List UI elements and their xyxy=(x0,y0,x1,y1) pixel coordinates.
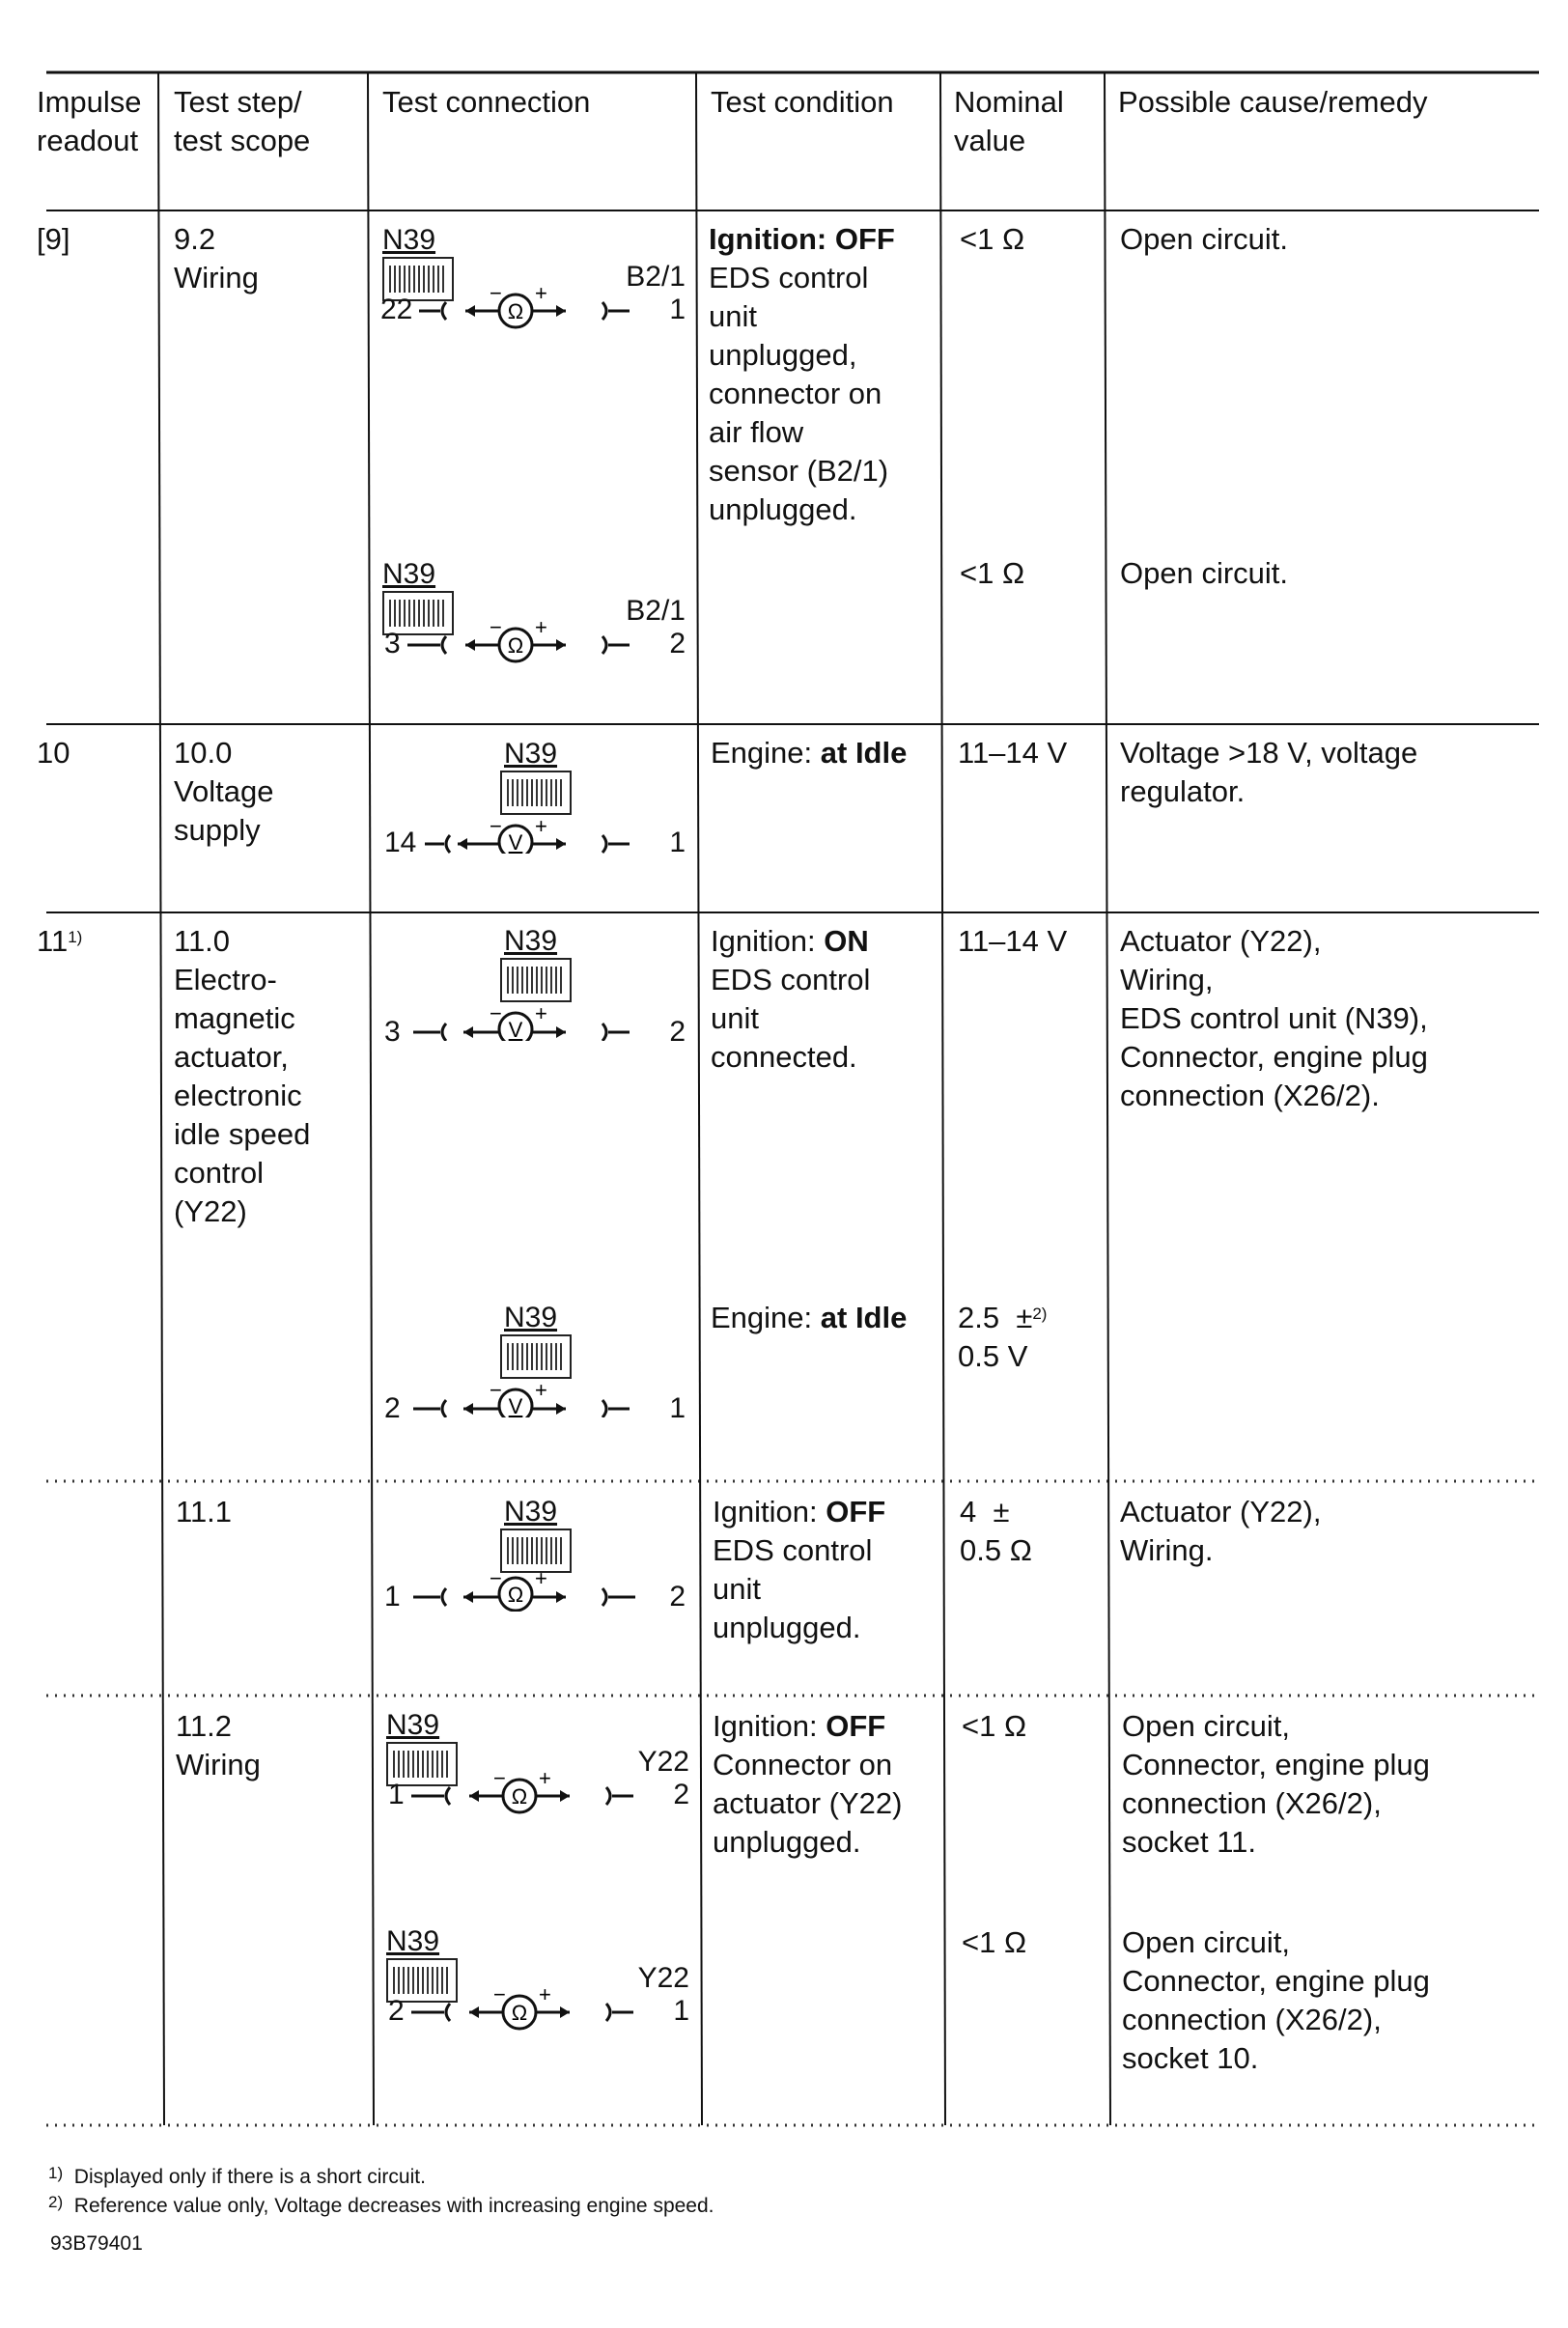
meter-symbol: V xyxy=(508,830,523,854)
header-condition: Test condition xyxy=(711,85,894,119)
meter-symbol: Ω xyxy=(507,1583,524,1607)
row11-2-cond-prefix: Ignition: xyxy=(713,1709,826,1743)
col-divider-5 xyxy=(1105,72,1110,2125)
row9-condition-line4: unplugged, xyxy=(709,338,857,372)
footnote-2-mark: 2) xyxy=(48,2193,64,2211)
document-code: 93B79401 xyxy=(50,2232,143,2255)
row9-diagram-1 xyxy=(380,224,689,330)
row11-2-remedy-1: Open circuit, Connector, engine plug connection (X26/2), socket 11. xyxy=(1122,1709,1430,1859)
left-pin: 2 xyxy=(384,1392,401,1424)
row9-condition-line3: unit xyxy=(709,299,757,333)
svg-text:−: − xyxy=(490,1378,502,1402)
row11-condition-1 xyxy=(711,922,870,1077)
row11-nominal2-a: 2.5 ± xyxy=(958,1301,1033,1334)
svg-text:+: + xyxy=(535,1566,547,1590)
meter-symbol: Ω xyxy=(507,299,524,323)
row11-diagram-2 xyxy=(380,1302,689,1424)
row11-1-remedy: Actuator (Y22), Wiring. xyxy=(1120,1495,1322,1567)
right-pin: 1 xyxy=(673,1995,689,2027)
svg-text:+: + xyxy=(535,814,547,838)
row9-impulse: [9] xyxy=(37,222,70,256)
target-label: B2/1 xyxy=(626,261,686,293)
row10-condition xyxy=(711,734,907,772)
row11-2-cond-rest: Connector on actuator (Y22) unplugged. xyxy=(713,1748,903,1859)
module-label: N39 xyxy=(382,224,436,256)
module-label: N39 xyxy=(504,1302,558,1333)
row11-cond2-prefix: Engine: xyxy=(711,1301,821,1334)
target-label: Y22 xyxy=(637,1746,689,1778)
footnote-2-text: Reference value only, Voltage decreases with increasing engine speed. xyxy=(73,2195,714,2217)
row11-impulse-footnote: 1) xyxy=(68,928,83,946)
row9-condition-line5: connector on xyxy=(709,377,882,410)
left-pin: 3 xyxy=(384,628,401,659)
row11-1-condition xyxy=(713,1493,885,1647)
right-pin: 2 xyxy=(669,1581,686,1613)
voltmeter-probe-icon xyxy=(380,1302,689,1417)
row11-2-remedy-2: Open circuit, Connector, engine plug connection (X26/2), socket 10. xyxy=(1122,1925,1430,2075)
row9-diagram-2 xyxy=(380,558,689,664)
svg-text:+: + xyxy=(535,281,547,305)
row9-remedy-1: Open circuit. xyxy=(1120,222,1289,256)
meter-symbol: Ω xyxy=(507,633,524,658)
svg-text:−: − xyxy=(490,1566,502,1590)
svg-text:−: − xyxy=(490,281,502,305)
row10-diagram xyxy=(380,738,689,858)
ohmmeter-probe-icon xyxy=(380,558,689,664)
row11-cond1-prefix: Ignition: xyxy=(711,924,825,958)
right-pin: 1 xyxy=(669,1392,686,1424)
row11-1-cond-rest: EDS control unit unplugged. xyxy=(713,1533,873,1644)
footnote-2 xyxy=(48,2193,714,2220)
ohmmeter-probe-icon xyxy=(380,224,689,330)
row11-1-cond-bold: OFF xyxy=(826,1495,886,1529)
svg-text:+: + xyxy=(535,1001,547,1025)
ohmmeter-probe-icon xyxy=(384,1925,693,2032)
row9-remedy-2: Open circuit. xyxy=(1120,556,1289,590)
row11-cond1-bold: ON xyxy=(824,924,869,958)
row11-2-nominal-2: <1 Ω xyxy=(962,1925,1027,1959)
row11-nominal2-b: 0.5 V xyxy=(958,1339,1028,1373)
module-label: N39 xyxy=(504,1496,558,1528)
left-pin: 22 xyxy=(380,294,413,325)
header-step: Test step/ test scope xyxy=(174,85,311,157)
row9-condition-line7: sensor (B2/1) xyxy=(709,454,889,488)
module-label: N39 xyxy=(386,1925,440,1957)
footnote-1 xyxy=(48,2164,426,2191)
right-pin: 2 xyxy=(669,1016,686,1048)
svg-text:+: + xyxy=(535,615,547,639)
header-nominal: Nominal value xyxy=(954,85,1064,157)
row11-1-diagram xyxy=(380,1496,689,1612)
col-divider-4 xyxy=(940,72,945,2125)
row10-condition-bold: at Idle xyxy=(820,736,908,770)
row11-nominal-1: 11–14 V xyxy=(958,924,1068,958)
meter-symbol: V xyxy=(508,1018,523,1041)
meter-symbol: Ω xyxy=(511,1784,528,1809)
voltmeter-probe-icon xyxy=(380,738,689,854)
row9-condition-line2: EDS control xyxy=(709,261,869,295)
row11-2-diagram-2 xyxy=(384,1925,693,2032)
row11-cond2-bold: at Idle xyxy=(820,1301,908,1334)
ohmmeter-probe-icon xyxy=(380,1496,689,1612)
right-pin: 2 xyxy=(673,1779,689,1810)
footnote-1-text: Displayed only if there is a short circuit. xyxy=(73,2166,426,2188)
header-impulse: Impulse readout xyxy=(37,85,142,157)
row11-2-nominal-1: <1 Ω xyxy=(962,1709,1027,1743)
header-connection: Test connection xyxy=(382,85,591,119)
svg-text:−: − xyxy=(490,814,502,838)
module-label: N39 xyxy=(382,558,436,590)
row11-diagram-1 xyxy=(380,925,689,1048)
svg-text:−: − xyxy=(490,615,502,639)
header-remedy: Possible cause/remedy xyxy=(1118,85,1428,119)
col-divider-2 xyxy=(368,72,374,2125)
row11-step: 11.0 Electro- magnetic actuator, electronic idle speed control (Y22) xyxy=(174,924,311,1228)
svg-text:−: − xyxy=(490,1001,502,1025)
row10-condition-prefix: Engine: xyxy=(711,736,821,770)
col-divider-3 xyxy=(696,72,702,2125)
right-pin: 1 xyxy=(669,294,686,325)
row9-condition xyxy=(709,220,895,529)
row11-1-nominal: 4 ± 0.5 Ω xyxy=(960,1495,1032,1567)
svg-text:−: − xyxy=(493,1766,506,1790)
voltmeter-probe-icon xyxy=(380,925,689,1041)
row9-step: 9.2 Wiring xyxy=(174,222,259,295)
row11-1-step: 11.1 xyxy=(176,1495,233,1529)
row9-nominal-2: <1 Ω xyxy=(960,556,1025,590)
row11-1-cond-prefix: Ignition: xyxy=(713,1495,826,1529)
row10-impulse: 10 xyxy=(37,736,70,770)
row11-2-diagram-1 xyxy=(384,1709,693,1815)
svg-text:−: − xyxy=(493,1982,506,2006)
left-pin: 3 xyxy=(384,1016,401,1048)
svg-text:+: + xyxy=(539,1982,551,2006)
svg-text:+: + xyxy=(535,1378,547,1402)
row11-2-cond-bold: OFF xyxy=(826,1709,886,1743)
meter-symbol: Ω xyxy=(511,2001,528,2025)
left-pin: 1 xyxy=(384,1581,401,1613)
footnote-1-mark: 1) xyxy=(48,2164,64,2182)
row11-nominal-2 xyxy=(958,1299,1047,1376)
row11-nominal2-footnote: 2) xyxy=(1032,1304,1048,1323)
meter-symbol: V xyxy=(508,1394,523,1417)
left-pin: 2 xyxy=(388,1995,405,2027)
row9-condition-line1: Ignition: OFF xyxy=(709,222,895,256)
row11-2-step: 11.2 Wiring xyxy=(176,1709,261,1781)
module-label: N39 xyxy=(504,738,558,770)
col-divider-1 xyxy=(158,72,164,2125)
row11-condition-2 xyxy=(711,1299,907,1337)
row11-impulse-number: 11 xyxy=(37,924,69,958)
row10-step: 10.0 Voltage supply xyxy=(174,736,274,847)
target-label: Y22 xyxy=(637,1962,689,1994)
row11-cond1-rest: EDS control unit connected. xyxy=(711,963,871,1074)
right-pin: 1 xyxy=(669,827,686,858)
target-label: B2/1 xyxy=(626,595,686,627)
left-pin: 1 xyxy=(388,1779,405,1810)
ohmmeter-probe-icon xyxy=(384,1709,693,1815)
row9-condition-line8: unplugged. xyxy=(709,492,857,526)
module-label: N39 xyxy=(386,1709,440,1741)
module-label: N39 xyxy=(504,925,558,957)
left-pin: 14 xyxy=(384,827,417,858)
row9-condition-line6: air flow xyxy=(709,415,804,449)
row11-2-condition xyxy=(713,1707,902,1862)
right-pin: 2 xyxy=(669,628,686,659)
row10-remedy: Voltage >18 V, voltage regulator. xyxy=(1120,736,1418,808)
row11-impulse xyxy=(37,922,82,961)
svg-text:+: + xyxy=(539,1766,551,1790)
row9-nominal-1: <1 Ω xyxy=(960,222,1025,256)
row11-remedy-1: Actuator (Y22), Wiring, EDS control unit (N39), Connector, engine plug connection (X26/2). xyxy=(1120,924,1428,1112)
row10-nominal: 11–14 V xyxy=(958,736,1068,770)
